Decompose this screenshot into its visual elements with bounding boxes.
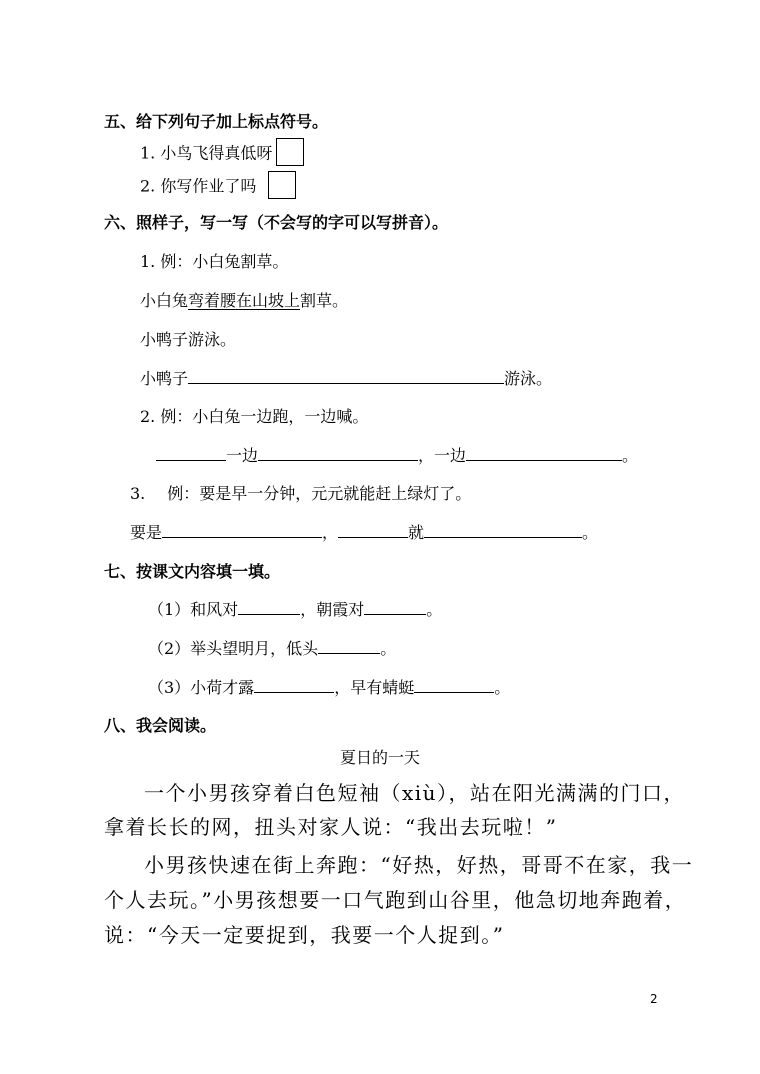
fill-suffix: 游泳。 xyxy=(504,369,553,388)
answer-box-2[interactable] xyxy=(268,171,296,199)
fill-text: 一边 xyxy=(226,446,259,465)
recall-question-3 xyxy=(148,676,510,700)
example-1-model-sentence xyxy=(140,289,348,313)
fill-blank[interactable] xyxy=(258,444,418,461)
example-2-label: 2. 例：小白兔一边跑，一边喊。 xyxy=(140,407,369,426)
recall-question-1 xyxy=(148,598,442,622)
question-text: 2. 你写作业了吗 xyxy=(140,176,257,196)
page-number: 2 xyxy=(650,992,658,1006)
fill-blank[interactable] xyxy=(238,598,300,615)
fill-blank[interactable] xyxy=(414,676,494,693)
reading-paragraph-2-line-2: 个人去玩。”小男孩想要一口气跑到山谷里，他急切地奔跑着， xyxy=(104,888,687,912)
section-5-heading: 五、给下列句子加上标点符号。 xyxy=(104,112,329,131)
example-3-fill-line xyxy=(130,521,598,545)
reading-paragraph-2-line-3: 说：“今天一定要捉到，我要一个人捉到。” xyxy=(104,923,505,947)
example-1-fill-line xyxy=(140,367,552,391)
question-text: （2）举头望明月，低头 xyxy=(148,639,319,658)
punctuation-question-1 xyxy=(140,140,304,168)
question-text: 1. 小鸟飞得真低呀 xyxy=(140,143,273,163)
reading-paragraph-1-line-2: 拿着长长的网，扭头对家人说：“我出去玩啦！” xyxy=(104,815,558,839)
example-2-fill-line xyxy=(156,444,638,468)
reading-paragraph-2-line-1: 小男孩快速在街上奔跑：“好热，好热，哥哥不在家，我一 xyxy=(144,853,694,877)
reading-title: 夏日的一天 xyxy=(339,748,420,767)
model-part: 割草。 xyxy=(300,291,349,310)
fill-blank[interactable] xyxy=(156,444,226,461)
example-3-label xyxy=(130,482,471,506)
question-text: ，早有蜻蜓 xyxy=(334,678,415,697)
section-6-heading: 六、照样子，写一写（不会写的字可以写拼音）。 xyxy=(104,213,449,232)
question-text: ，朝霞对 xyxy=(300,600,365,619)
fill-text: 。 xyxy=(622,446,639,465)
question-text: 。 xyxy=(380,639,397,658)
recall-question-2 xyxy=(148,637,396,661)
section-8-heading: 八、我会阅读。 xyxy=(104,716,217,735)
fill-blank[interactable] xyxy=(318,637,380,654)
fill-blank[interactable] xyxy=(254,676,334,693)
fill-blank[interactable] xyxy=(466,444,622,461)
reading-paragraph-1-line-1: 一个小男孩穿着白色短袖（xiù），站在阳光满满的门口， xyxy=(144,781,686,805)
question-text: （3）小荷才露 xyxy=(148,678,255,697)
model-underlined-part: 弯着腰在山坡上 xyxy=(188,291,301,310)
fill-text: ， xyxy=(322,523,339,542)
punctuation-question-2 xyxy=(140,173,296,201)
example-1-label: 1. 例：小白兔割草。 xyxy=(140,252,289,271)
fill-blank[interactable] xyxy=(162,521,322,538)
example-text: 例：要是早一分钟，元元就能赶上绿灯了。 xyxy=(167,484,472,503)
fill-blank[interactable] xyxy=(188,367,504,384)
item-number: 3. xyxy=(130,484,146,503)
fill-prefix: 小鸭子 xyxy=(140,369,189,388)
question-text: （1）和风对 xyxy=(148,600,239,619)
question-text: 。 xyxy=(426,600,443,619)
section-7-heading: 七、按课文内容填一填。 xyxy=(104,562,281,581)
fill-text: ，一边 xyxy=(418,446,467,465)
fill-blank[interactable] xyxy=(364,598,426,615)
example-1-prompt: 小鸭子游泳。 xyxy=(140,330,237,349)
fill-blank[interactable] xyxy=(424,521,582,538)
answer-box-1[interactable] xyxy=(276,138,304,166)
fill-text: 。 xyxy=(582,523,599,542)
fill-text: 就 xyxy=(408,523,425,542)
question-text: 。 xyxy=(494,678,511,697)
model-part: 小白兔 xyxy=(140,291,189,310)
fill-text: 要是 xyxy=(130,523,163,542)
fill-blank[interactable] xyxy=(338,521,408,538)
